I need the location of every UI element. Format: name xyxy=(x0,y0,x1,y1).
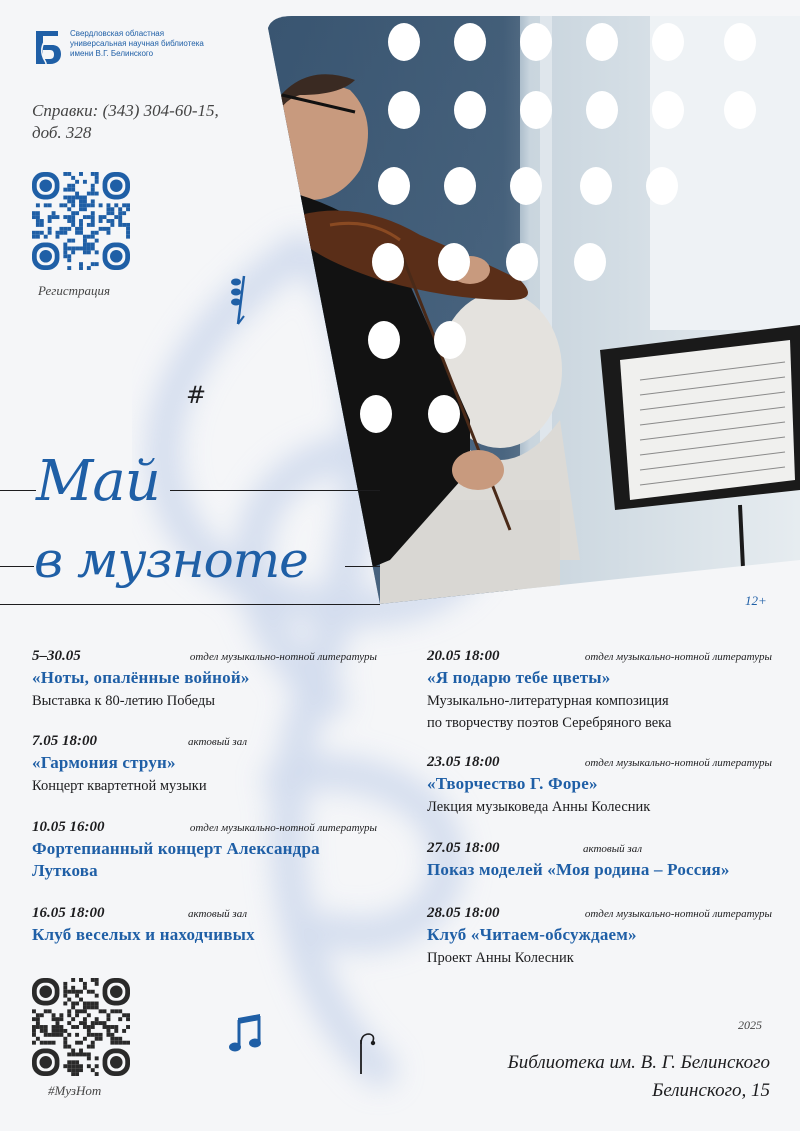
qr-module xyxy=(83,1021,87,1025)
qr-module xyxy=(40,1025,44,1029)
qr-module xyxy=(110,1025,114,1029)
qr-module xyxy=(87,1005,91,1009)
qr-module xyxy=(44,1033,48,1037)
qr-module xyxy=(59,1033,63,1037)
event-item xyxy=(32,733,377,797)
qr-module xyxy=(40,1013,44,1017)
qr-module xyxy=(52,1029,56,1033)
event-date: 23.05 18:00 xyxy=(427,754,500,770)
decorative-dot xyxy=(580,167,612,205)
qr-module xyxy=(106,1017,110,1021)
qr-module xyxy=(71,1064,75,1068)
qr-module xyxy=(95,982,99,986)
qr-module xyxy=(59,1013,63,1017)
event-title: «Я подарю тебе цветы» xyxy=(427,668,611,687)
qr-module xyxy=(106,1033,110,1037)
qr-module xyxy=(67,1068,71,1072)
qr-module xyxy=(118,1037,122,1041)
qr-module xyxy=(75,1060,79,1064)
qr-module xyxy=(59,1029,63,1033)
qr-module xyxy=(99,1021,103,1025)
qr-module xyxy=(71,1072,75,1076)
event-venue: отдел музыкально-нотной литературы xyxy=(584,908,772,920)
qr-module xyxy=(118,1041,122,1045)
title-rule xyxy=(0,490,36,491)
qr-module xyxy=(95,1002,99,1006)
qr-module xyxy=(91,1033,95,1037)
qr-module xyxy=(36,1021,40,1025)
qr-module xyxy=(83,1009,87,1013)
qr-module xyxy=(83,1037,87,1041)
qr-module xyxy=(95,978,99,982)
qr-module xyxy=(95,1037,99,1041)
qr-module xyxy=(87,1025,91,1029)
qr-module xyxy=(83,1017,87,1021)
qr-module xyxy=(36,1013,40,1017)
event-title: Клуб веселых и находчивых xyxy=(32,925,255,944)
event-title: Показ моделей «Моя родина – Россия» xyxy=(427,860,730,879)
qr-module xyxy=(103,1025,107,1029)
qr-module xyxy=(126,1025,130,1029)
qr-module xyxy=(95,1021,99,1025)
qr-module xyxy=(79,1021,83,1025)
age-rating: 12+ xyxy=(745,593,767,608)
qr-module xyxy=(75,1064,79,1068)
qr-module xyxy=(75,1041,79,1045)
event-venue: отдел музыкально-нотной литературы xyxy=(189,822,377,834)
qr-module xyxy=(110,1041,114,1045)
qr-module xyxy=(75,1009,79,1013)
event-item xyxy=(32,905,377,946)
qr-module xyxy=(75,1013,79,1017)
event-description: Концерт квартетной музыки xyxy=(32,778,207,794)
qr-module xyxy=(32,1041,36,1045)
decorative-dot xyxy=(574,243,606,281)
qr-module xyxy=(110,1037,114,1041)
qr-finder-dot xyxy=(39,985,52,998)
qr-module xyxy=(67,990,71,994)
qr-module xyxy=(63,994,67,998)
qr-module xyxy=(118,1017,122,1021)
event-date: 27.05 18:00 xyxy=(427,840,500,856)
qr-module xyxy=(106,1025,110,1029)
registration-caption: Регистрация xyxy=(38,283,111,298)
decorative-dot xyxy=(428,395,460,433)
qr-module xyxy=(52,1033,56,1037)
event-item xyxy=(32,819,377,882)
qr-module xyxy=(71,1005,75,1009)
qr-module xyxy=(79,1052,83,1056)
qr-module xyxy=(71,1049,75,1053)
qr-module xyxy=(63,990,67,994)
title-rule xyxy=(170,490,380,491)
qr-module xyxy=(87,1013,91,1017)
qr-module xyxy=(91,990,95,994)
qr-module xyxy=(106,1029,110,1033)
qr-module xyxy=(91,1021,95,1025)
decorative-dot xyxy=(520,23,552,61)
qr-module xyxy=(99,1037,103,1041)
qr-module xyxy=(79,1068,83,1072)
decorative-dot xyxy=(510,167,542,205)
qr-module xyxy=(87,1033,91,1037)
qr-module xyxy=(48,1009,52,1013)
qr-module xyxy=(83,1025,87,1029)
qr-module xyxy=(87,990,91,994)
hashtag-caption: #МузНот xyxy=(48,1083,102,1098)
event-title: «Творчество Г. Форе» xyxy=(427,774,598,793)
decorative-dot xyxy=(372,243,404,281)
qr-module xyxy=(75,1068,79,1072)
event-venue: отдел музыкально-нотной литературы xyxy=(584,651,772,663)
event-date: 20.05 18:00 xyxy=(427,648,500,664)
qr-module xyxy=(71,986,75,990)
qr-module xyxy=(79,978,83,982)
qr-module xyxy=(83,986,87,990)
qr-module xyxy=(114,1041,118,1045)
qr-module xyxy=(110,1033,114,1037)
qr-module xyxy=(118,1009,122,1013)
event-item xyxy=(32,648,377,712)
decorative-dot xyxy=(586,23,618,61)
qr-module xyxy=(126,1041,130,1045)
qr-module xyxy=(48,1041,52,1045)
qr-module xyxy=(91,1068,95,1072)
qr-module xyxy=(71,978,75,982)
qr-module xyxy=(32,1029,36,1033)
qr-module xyxy=(44,1009,48,1013)
qr-module xyxy=(87,1045,91,1049)
qr-module xyxy=(79,1041,83,1045)
qr-module xyxy=(87,1064,91,1068)
event-venue: актовый зал xyxy=(187,908,247,920)
qr-module xyxy=(75,1072,79,1076)
qr-module xyxy=(56,1029,60,1033)
qr-module xyxy=(59,1017,63,1021)
qr-module xyxy=(52,1017,56,1021)
qr-module xyxy=(67,1045,71,1049)
qr-module xyxy=(87,1029,91,1033)
qr-module xyxy=(75,1002,79,1006)
event-description: Проект Анны Колесник xyxy=(427,950,574,966)
event-venue: актовый зал xyxy=(187,736,247,748)
qr-module xyxy=(67,1013,71,1017)
qr-module xyxy=(91,1005,95,1009)
qr-module xyxy=(83,1052,87,1056)
decorative-dot xyxy=(388,23,420,61)
decorative-dot xyxy=(520,91,552,129)
library-name-line: имени В.Г. Белинского xyxy=(70,49,154,58)
decorative-dot xyxy=(368,321,400,359)
beamed-notes-icon xyxy=(228,1012,264,1054)
address-library: Библиотека им. В. Г. Белинского xyxy=(507,1052,770,1073)
qr-module xyxy=(63,986,67,990)
poster-title-line2: в музноте xyxy=(34,531,308,589)
qr-module xyxy=(63,1029,67,1033)
qr-module xyxy=(114,1037,118,1041)
event-item xyxy=(427,754,772,818)
half-note-icon xyxy=(355,1030,379,1076)
qr-module xyxy=(95,994,99,998)
qr-module xyxy=(36,1025,40,1029)
qr-module xyxy=(75,1052,79,1056)
qr-module xyxy=(75,994,79,998)
decorative-dot xyxy=(454,23,486,61)
event-description: Лекция музыковеда Анны Колесник xyxy=(427,799,651,815)
qr-module xyxy=(79,1064,83,1068)
vk-qr-code[interactable] xyxy=(32,978,130,1076)
decorative-dot xyxy=(506,243,538,281)
qr-module xyxy=(91,1002,95,1006)
qr-module xyxy=(83,982,87,986)
qr-module xyxy=(71,1052,75,1056)
title-rule xyxy=(0,604,380,605)
qr-module xyxy=(40,1029,44,1033)
qr-module xyxy=(52,1013,56,1017)
qr-module xyxy=(56,1033,60,1037)
event-description: Выставка к 80-летию Победы xyxy=(32,693,216,709)
qr-module xyxy=(32,1017,36,1021)
qr-module xyxy=(114,1009,118,1013)
event-item xyxy=(427,648,772,734)
qr-module xyxy=(71,1017,75,1021)
decorative-dot xyxy=(724,91,756,129)
qr-module xyxy=(87,1002,91,1006)
qr-module xyxy=(103,1021,107,1025)
qr-module xyxy=(56,1017,60,1021)
qr-module xyxy=(122,1029,126,1033)
qr-module xyxy=(71,990,75,994)
decorative-dot xyxy=(438,243,470,281)
qr-module xyxy=(126,1013,130,1017)
event-description: по творчеству поэтов Серебряного века xyxy=(427,715,672,731)
qr-module xyxy=(79,990,83,994)
qr-module xyxy=(63,1037,67,1041)
qr-module xyxy=(52,1041,56,1045)
phone-extension: доб. 328 xyxy=(32,123,92,142)
qr-module xyxy=(75,1025,79,1029)
qr-module xyxy=(71,1060,75,1064)
decorative-dot xyxy=(444,167,476,205)
qr-module xyxy=(32,1033,36,1037)
qr-module xyxy=(91,1041,95,1045)
qr-module xyxy=(40,1041,44,1045)
event-item xyxy=(427,840,772,881)
qr-module xyxy=(95,1017,99,1021)
qr-module xyxy=(91,1045,95,1049)
qr-module xyxy=(91,1025,95,1029)
qr-module xyxy=(95,1005,99,1009)
qr-module xyxy=(99,1033,103,1037)
qr-module xyxy=(32,1009,36,1013)
qr-module xyxy=(63,982,67,986)
qr-module xyxy=(95,1064,99,1068)
qr-module xyxy=(99,1009,103,1013)
event-date: 5–30.05 xyxy=(32,648,81,664)
event-title: Фортепианный концерт Александра Луткова xyxy=(32,839,320,880)
event-date: 28.05 18:00 xyxy=(427,905,500,921)
qr-module xyxy=(79,1009,83,1013)
event-title: «Ноты, опалённые войной» xyxy=(32,668,250,687)
qr-finder-dot xyxy=(39,1056,52,1069)
qr-module xyxy=(67,1060,71,1064)
qr-module xyxy=(75,990,79,994)
qr-module xyxy=(52,1025,56,1029)
qr-module xyxy=(87,1052,91,1056)
event-title: Клуб «Читаем-обсуждаем» xyxy=(427,925,637,944)
year: 2025 xyxy=(738,1018,762,1032)
qr-module xyxy=(48,1033,52,1037)
event-description: Музыкально-литературная композиция xyxy=(427,693,669,709)
decorative-dot xyxy=(646,167,678,205)
qr-module xyxy=(95,1033,99,1037)
decorative-dot xyxy=(652,23,684,61)
qr-module xyxy=(87,1056,91,1060)
event-venue: актовый зал xyxy=(582,843,642,855)
qr-module xyxy=(71,1025,75,1029)
qr-module xyxy=(67,1021,71,1025)
qr-module xyxy=(36,1037,40,1041)
qr-module xyxy=(71,1002,75,1006)
qr-module xyxy=(126,1017,130,1021)
decorative-dot xyxy=(360,395,392,433)
qr-module xyxy=(56,1025,60,1029)
event-date: 7.05 18:00 xyxy=(32,733,97,749)
qr-module xyxy=(63,1064,67,1068)
qr-module xyxy=(36,1017,40,1021)
event-venue: отдел музыкально-нотной литературы xyxy=(189,651,377,663)
library-name-line: Свердловская областная xyxy=(70,29,165,38)
event-date: 10.05 16:00 xyxy=(32,819,105,835)
qr-module xyxy=(106,1013,110,1017)
qr-module xyxy=(44,1025,48,1029)
qr-module xyxy=(114,1025,118,1029)
poster-title-line1: Май xyxy=(36,449,160,514)
title-rule xyxy=(345,566,380,567)
qr-module xyxy=(95,1056,99,1060)
qr-module xyxy=(63,1002,67,1006)
qr-module xyxy=(44,1041,48,1045)
qr-module xyxy=(79,1049,83,1053)
qr-module xyxy=(122,1013,126,1017)
sharp-symbol: # xyxy=(186,381,207,409)
title-rule xyxy=(0,566,34,567)
decorative-dot xyxy=(378,167,410,205)
sixteenth-note-icon xyxy=(228,272,250,328)
qr-module xyxy=(63,1045,67,1049)
decorative-dot xyxy=(586,91,618,129)
qr-module xyxy=(63,1041,67,1045)
decorative-dot xyxy=(724,23,756,61)
qr-module xyxy=(75,1033,79,1037)
qr-module xyxy=(67,998,71,1002)
decorative-dot xyxy=(652,91,684,129)
qr-module xyxy=(59,1025,63,1029)
qr-module xyxy=(44,1029,48,1033)
qr-module xyxy=(114,1029,118,1033)
qr-finder-dot xyxy=(110,985,123,998)
library-name-line: универсальная научная библиотека xyxy=(70,39,204,48)
qr-module xyxy=(67,1033,71,1037)
qr-module xyxy=(103,1009,107,1013)
qr-module xyxy=(95,1072,99,1076)
qr-module xyxy=(110,1009,114,1013)
event-item xyxy=(427,905,772,969)
event-date: 16.05 18:00 xyxy=(32,905,105,921)
decorative-dot xyxy=(454,91,486,129)
qr-module xyxy=(67,1009,71,1013)
event-title: «Гармония струн» xyxy=(32,753,176,772)
decorative-dot xyxy=(434,321,466,359)
qr-module xyxy=(56,1021,60,1025)
qr-finder-dot xyxy=(110,1056,123,1069)
qr-module xyxy=(83,1002,87,1006)
qr-module xyxy=(83,1005,87,1009)
qr-module xyxy=(79,998,83,1002)
phone-line: Справки: (343) 304-60-15, xyxy=(32,101,219,120)
qr-module xyxy=(67,1052,71,1056)
address-street: Белинского, 15 xyxy=(652,1080,770,1101)
decorative-dot xyxy=(388,91,420,129)
qr-module xyxy=(71,1068,75,1072)
qr-module xyxy=(122,1041,126,1045)
qr-module xyxy=(67,1064,71,1068)
qr-module xyxy=(91,978,95,982)
qr-module xyxy=(32,1025,36,1029)
event-venue: отдел музыкально-нотной литературы xyxy=(584,757,772,769)
